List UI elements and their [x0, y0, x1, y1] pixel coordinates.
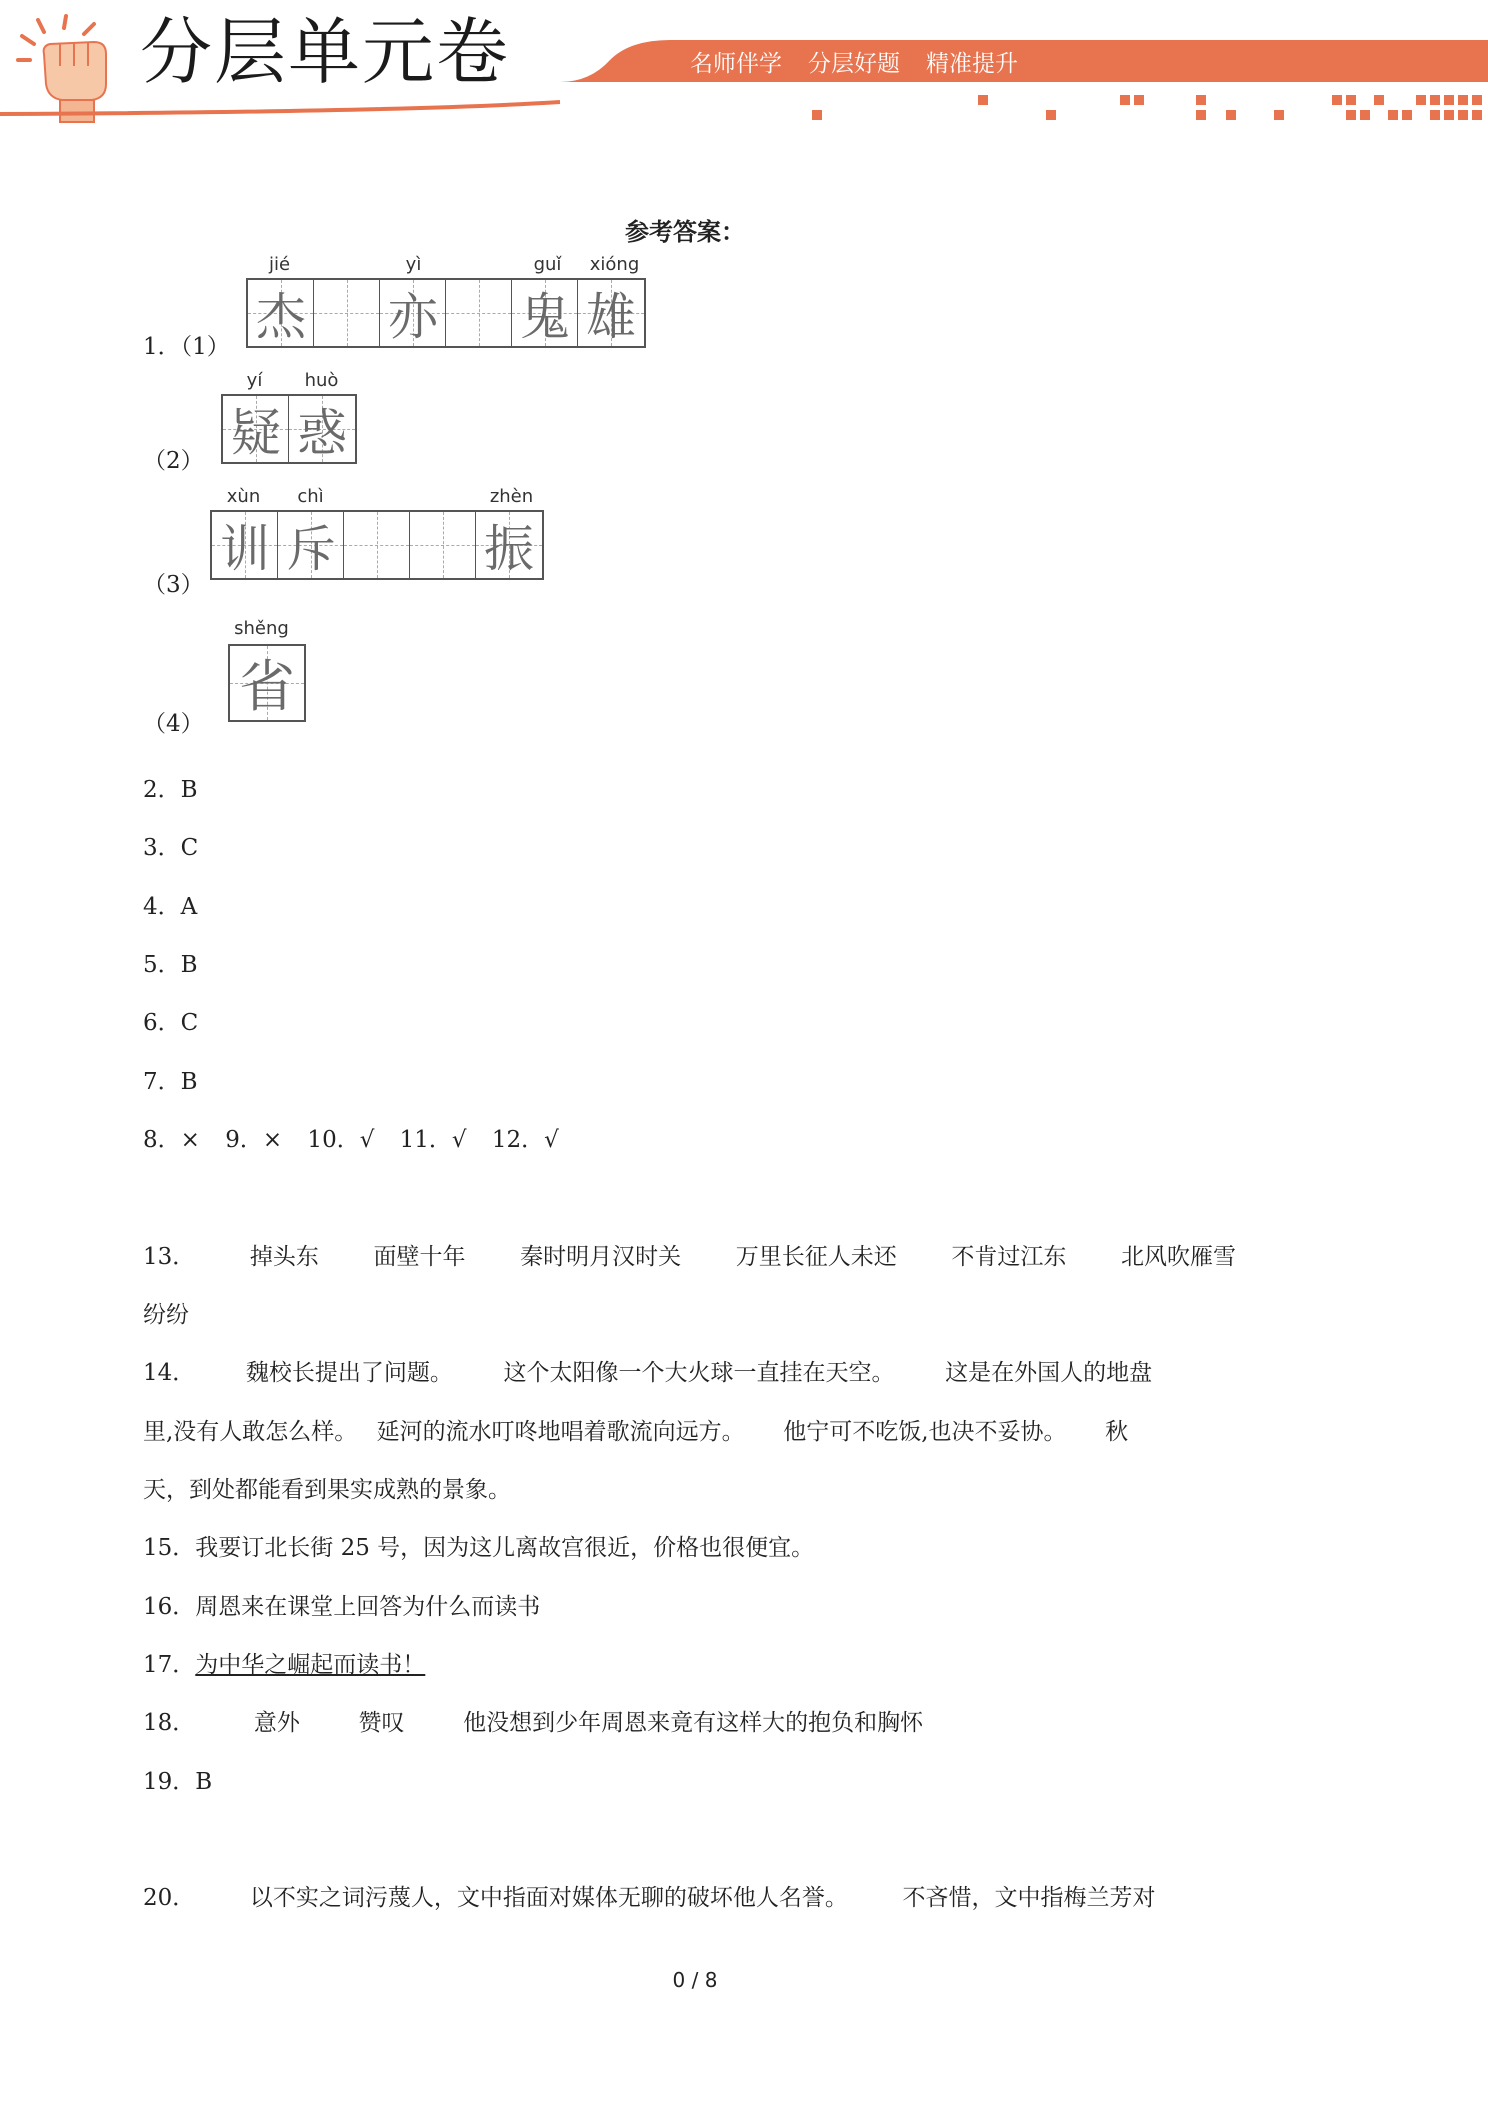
pinyin-label: xùn — [226, 486, 261, 507]
pinyin-label: huò — [304, 370, 339, 391]
answer-character — [446, 280, 512, 346]
answer-line: 4．A — [143, 894, 198, 920]
answer-title: 参考答案： — [625, 217, 745, 246]
answer-character: 惑 — [297, 404, 347, 462]
pinyin-label: chì — [297, 486, 324, 507]
page-header — [0, 0, 1488, 130]
answer-line — [143, 1646, 425, 1679]
answer-character — [410, 512, 476, 578]
answer-line: 2．B — [143, 777, 198, 803]
tianzige-cells — [228, 644, 306, 722]
q1-label — [143, 328, 230, 361]
answer-line: 18． 意外 赞叹 他没想到少年周恩来竟有这样大的抱负和胸怀 — [143, 1710, 924, 1736]
pinyin-label: shěng — [234, 618, 289, 639]
pinyin-label: jié — [268, 254, 291, 275]
q1-part-label: （3） — [143, 572, 204, 598]
answer-character: 振 — [484, 520, 534, 578]
brand-title: 分层单元卷 — [140, 10, 511, 94]
slogan-item: 名师伴学 — [690, 50, 782, 77]
tianzige-cell — [410, 512, 476, 578]
slogan-item: 分层好题 — [808, 50, 900, 77]
tianzige-cell — [380, 280, 446, 346]
tianzige-cell — [230, 646, 304, 720]
answer-line: 3．C — [143, 835, 199, 861]
tianzige-cell — [278, 512, 344, 578]
answer-line: 5．B — [143, 952, 198, 978]
answer-line: 8．× 9．× 10．√ 11．√ 12．√ — [143, 1127, 559, 1153]
answer-line: 19．B — [143, 1769, 213, 1795]
answer-character: 亦 — [388, 288, 438, 346]
slogan-item: 精准提升 — [926, 50, 1018, 77]
answer-line: 里,没有人敢怎么样。 延河的流水叮咚地唱着歌流向远方。 他宁可不吃饭,也决不妥协。 秋 — [143, 1419, 1129, 1445]
answer-line: 7．B — [143, 1069, 198, 1095]
answer-character: 斥 — [286, 520, 336, 578]
tianzige-cell — [344, 512, 410, 578]
tianzige-cell — [248, 280, 314, 346]
answer-line: 16．周恩来在课堂上回答为什么而读书 — [143, 1594, 541, 1620]
q1-part-label: （1） — [180, 334, 230, 360]
answer-character — [344, 512, 410, 578]
pinyin-label: guǐ — [533, 254, 562, 275]
q1-part-label: （2） — [143, 448, 204, 474]
q17-number: 17． — [143, 1652, 196, 1678]
pinyin-label: yí — [246, 370, 263, 391]
answer-line: 14． 魏校长提出了问题。 这个太阳像一个大火球一直挂在天空。 这是在外国人的地盘 — [143, 1360, 1153, 1386]
answer-character — [314, 280, 380, 346]
answer-line: 15．我要订北长街 25 号，因为这儿离故宫很近，价格也很便宜。 — [143, 1535, 815, 1561]
tianzige-cells — [246, 278, 646, 348]
tianzige-cell — [289, 396, 355, 462]
tianzige-cell — [212, 512, 278, 578]
tianzige-cell — [446, 280, 512, 346]
tianzige-cells — [221, 394, 357, 464]
pinyin-label: xióng — [589, 254, 640, 275]
pinyin-label: zhèn — [489, 486, 534, 507]
answer-character: 鬼 — [520, 288, 570, 346]
answer-character: 雄 — [586, 288, 636, 346]
tianzige-cell — [314, 280, 380, 346]
tianzige-cell — [223, 396, 289, 462]
decorative-dots — [0, 92, 1488, 122]
answer-line: 6．C — [143, 1010, 199, 1036]
answer-line: 天，到处都能看到果实成熟的景象。 — [143, 1477, 511, 1503]
answer-character: 杰 — [256, 288, 306, 346]
page-indicator: 0 / 8 — [672, 1968, 718, 1992]
tianzige-cells — [210, 510, 544, 580]
tianzige-cell — [578, 280, 644, 346]
q1-part-label: （4） — [143, 711, 204, 737]
tianzige-cell — [512, 280, 578, 346]
q1-number: 1． — [143, 334, 181, 360]
answer-line: 纷纷 — [143, 1302, 189, 1328]
tianzige-cell — [476, 512, 542, 578]
slogan-list — [690, 44, 1018, 78]
q17-answer: 为中华之崛起而读书！ — [195, 1652, 426, 1678]
answer-line: 13． 掉头东 面壁十年 秦时明月汉时关 万里长征人未还 不肯过江东 北风吹雁雪 — [143, 1244, 1236, 1270]
answer-character: 训 — [220, 520, 270, 578]
pinyin-label: yì — [405, 254, 422, 275]
answer-character: 省 — [239, 655, 295, 720]
answer-line: 20． 以不实之词污蔑人，文中指面对媒体无聊的破坏他人名誉。 不吝惜，文中指梅兰芳对 — [143, 1885, 1156, 1911]
answer-character: 疑 — [231, 404, 281, 462]
